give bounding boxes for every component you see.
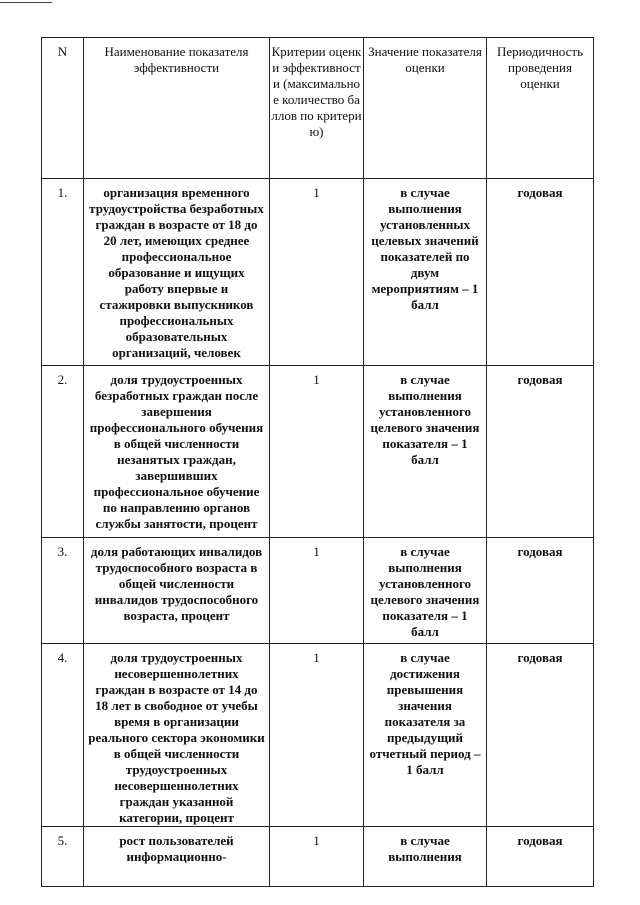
row-number: 1. bbox=[42, 179, 84, 366]
table-row bbox=[42, 366, 594, 538]
header-criteria: Критерии оценки эффективност и (максимальное количество баллов по критерию) bbox=[270, 38, 364, 179]
header-period: Периодичность проведения оценки bbox=[487, 38, 594, 179]
row-period: годовая bbox=[487, 538, 594, 644]
row-period: годовая bbox=[487, 366, 594, 538]
row-number: 3. bbox=[42, 538, 84, 644]
header-value: Значение показателя оценки bbox=[364, 38, 487, 179]
row-criteria: 1 bbox=[270, 644, 364, 827]
row-value: в случае выполнения bbox=[364, 827, 487, 887]
top-rule bbox=[0, 2, 52, 3]
row-value: в случае выполнения установленных целевых значений показателей по двум мероприятиям – 1 балл bbox=[364, 179, 487, 366]
row-name: доля трудоустроенных безработных граждан после завершения профессионального обучения в общей численности незанятых граждан, завершивших профессиональное обучение по направлению органов службы занятости, процент bbox=[84, 366, 270, 538]
table-header-row bbox=[42, 38, 594, 179]
table-row bbox=[42, 827, 594, 887]
row-period: годовая bbox=[487, 179, 594, 366]
row-value: в случае выполнения установленного целевого значения показателя – 1 балл bbox=[364, 538, 487, 644]
table-row bbox=[42, 179, 594, 366]
row-name: организация временного трудоустройства безработных граждан в возрасте от 18 до 20 лет, имеющих среднее профессиональное образование и ищущих работу впервые и стажировки выпускников профессиональных образовательных организаций, человек bbox=[84, 179, 270, 366]
row-criteria: 1 bbox=[270, 538, 364, 644]
table-row bbox=[42, 538, 594, 644]
table-row bbox=[42, 644, 594, 827]
row-criteria: 1 bbox=[270, 827, 364, 887]
row-criteria: 1 bbox=[270, 179, 364, 366]
row-number: 4. bbox=[42, 644, 84, 827]
row-number: 5. bbox=[42, 827, 84, 887]
header-name: Наименование показателя эффективности bbox=[84, 38, 270, 179]
row-number: 2. bbox=[42, 366, 84, 538]
row-name: рост пользователей информационно- bbox=[84, 827, 270, 887]
row-name: доля трудоустроенных несовершеннолетних граждан в возрасте от 14 до 18 лет в свободное от учебы время в организации реального сектора экономики в общей численности трудоустроенных несовершеннолетних граждан указанной категории, процент bbox=[84, 644, 270, 827]
row-period: годовая bbox=[487, 644, 594, 827]
header-n: N bbox=[42, 38, 84, 179]
row-criteria: 1 bbox=[270, 366, 364, 538]
row-value: в случае выполнения установленного целевого значения показателя – 1 балл bbox=[364, 366, 487, 538]
row-name: доля работающих инвалидов трудоспособного возраста в общей численности инвалидов трудоспособного возраста, процент bbox=[84, 538, 270, 644]
row-value: в случае достижения превышения значения показателя за предыдущий отчетный период – 1 балл bbox=[364, 644, 487, 827]
row-period: годовая bbox=[487, 827, 594, 887]
indicators-table bbox=[41, 37, 594, 887]
